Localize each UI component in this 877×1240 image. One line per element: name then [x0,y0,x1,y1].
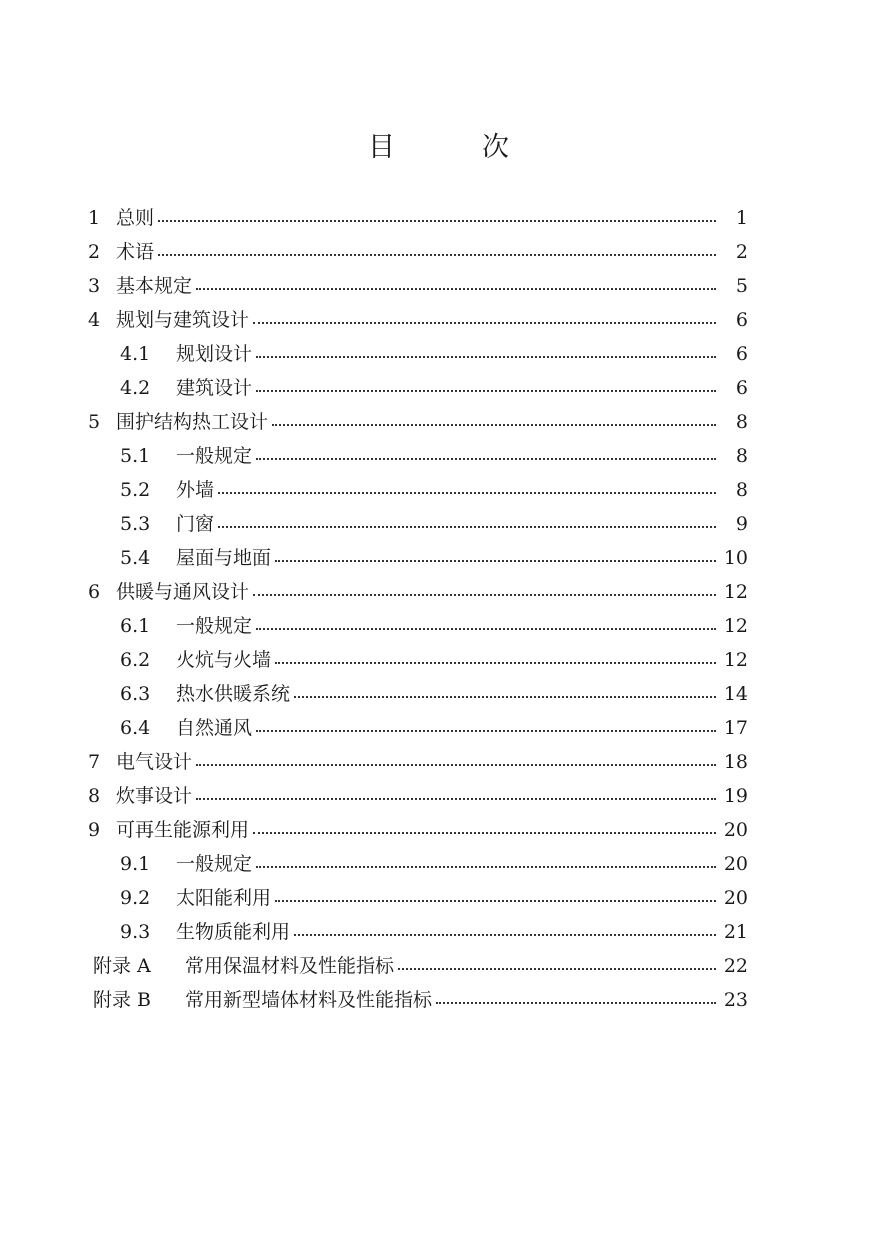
toc-leader-dots [275,881,716,915]
toc-entry-page: 20 [723,819,748,841]
toc-entry-label: 生物质能利用 [176,921,291,943]
toc-leader-dots [218,473,716,507]
toc-entry-label: 总则 [116,207,155,229]
toc-entry-page: 12 [723,581,748,603]
toc-entry-number: 5 [88,411,101,433]
toc-entry-page: 8 [735,445,748,467]
toc-entry-label: 一般规定 [176,445,253,467]
toc-entry[interactable] [0,405,877,439]
toc-entry[interactable] [0,609,877,643]
toc-entry[interactable] [0,235,877,269]
toc-entry-label: 供暖与通风设计 [116,581,250,603]
toc-entry-label: 建筑设计 [176,377,253,399]
toc-entry-label: 屋面与地面 [176,547,272,569]
toc-entry[interactable] [0,813,877,847]
toc-entry-number: 6.2 [120,649,151,671]
toc-entry[interactable] [0,677,877,711]
toc-entry[interactable] [0,779,877,813]
toc-entry-label: 一般规定 [176,615,253,637]
toc-leader-dots [256,609,716,643]
toc-entry-page: 9 [735,513,748,535]
toc-entry-number: 8 [88,785,101,807]
toc-leader-dots [196,779,716,813]
toc-entry-number: 4.2 [120,377,151,399]
toc-leader-dots [158,235,716,269]
toc-entry-label: 太阳能利用 [176,887,272,909]
toc-entry-number: 9.1 [120,853,151,875]
toc-entry-label: 热水供暖系统 [176,683,291,705]
toc-entry-label: 门窗 [176,513,215,535]
toc-leader-dots [398,949,716,983]
toc-entry-number: 5.4 [120,547,151,569]
toc-entry[interactable] [0,337,877,371]
toc-entry-number: 1 [88,207,101,229]
toc-entry-page: 12 [723,649,748,671]
toc-leader-dots [275,643,716,677]
toc-entry-page: 18 [723,751,748,773]
toc-entry[interactable] [0,201,877,235]
toc-leader-dots [256,371,716,405]
toc-entry-number: 6.1 [120,615,151,637]
toc-entry-number: 6 [88,581,101,603]
toc-entry-number: 9.2 [120,887,151,909]
toc-entry-page: 2 [735,241,748,263]
toc-entry-label: 炊事设计 [116,785,193,807]
toc-entry-number: 9 [88,819,101,841]
toc-entry-page: 6 [735,309,748,331]
toc-entry-number: 4 [88,309,101,331]
table-of-contents [0,201,877,1017]
toc-entry-page: 8 [735,411,748,433]
toc-entry[interactable] [0,949,877,983]
toc-entry-number: 3 [88,275,101,297]
toc-entry-number: 5.3 [120,513,151,535]
toc-entry-label: 常用保温材料及性能指标 [185,955,395,977]
toc-entry-label: 外墙 [176,479,215,501]
toc-entry-page: 21 [723,921,748,943]
toc-entry-page: 14 [723,683,748,705]
toc-entry-page: 6 [735,377,748,399]
toc-entry[interactable] [0,745,877,779]
toc-entry-number: 2 [88,241,101,263]
toc-entry[interactable] [0,473,877,507]
toc-entry-page: 17 [723,717,748,739]
toc-entry-page: 22 [723,955,748,977]
toc-entry[interactable] [0,507,877,541]
toc-entry-page: 20 [723,887,748,909]
toc-leader-dots [275,541,716,575]
toc-entry[interactable] [0,847,877,881]
toc-entry[interactable] [0,711,877,745]
toc-entry-page: 20 [723,853,748,875]
toc-leader-dots [436,983,716,1017]
toc-leader-dots [218,507,716,541]
toc-entry-label: 自然通风 [176,717,253,739]
toc-entry-label: 基本规定 [116,275,193,297]
toc-entry-label: 规划与建筑设计 [116,309,250,331]
toc-entry-page: 10 [723,547,748,569]
toc-leader-dots [253,575,716,609]
toc-leader-dots [256,337,716,371]
toc-entry-label: 术语 [116,241,155,263]
toc-entry[interactable] [0,371,877,405]
toc-entry[interactable] [0,439,877,473]
toc-entry-number: 9.3 [120,921,151,943]
toc-entry-number: 附录 B [93,989,152,1011]
toc-entry[interactable] [0,881,877,915]
toc-entry[interactable] [0,303,877,337]
toc-entry-label: 火炕与火墙 [176,649,272,671]
toc-entry-page: 19 [723,785,748,807]
toc-entry-page: 6 [735,343,748,365]
toc-leader-dots [256,439,716,473]
toc-leader-dots [253,303,716,337]
toc-entry-number: 附录 A [93,955,151,977]
toc-entry-number: 6.3 [120,683,151,705]
toc-entry[interactable] [0,983,877,1017]
toc-leader-dots [196,745,716,779]
toc-entry[interactable] [0,643,877,677]
toc-entry-label: 常用新型墙体材料及性能指标 [185,989,433,1011]
toc-leader-dots [272,405,716,439]
toc-leader-dots [158,201,716,235]
toc-entry-page: 8 [735,479,748,501]
toc-entry[interactable] [0,575,877,609]
toc-leader-dots [294,915,716,949]
toc-leader-dots [294,677,716,711]
toc-entry-page: 5 [735,275,748,297]
toc-entry[interactable] [0,915,877,949]
toc-entry-number: 5.2 [120,479,151,501]
toc-entry-number: 5.1 [120,445,151,467]
toc-entry-label: 规划设计 [176,343,253,365]
toc-entry-page: 1 [735,207,748,229]
toc-entry[interactable] [0,541,877,575]
toc-leader-dots [196,269,716,303]
toc-entry[interactable] [0,269,877,303]
toc-entry-number: 7 [88,751,101,773]
toc-entry-number: 6.4 [120,717,151,739]
toc-entry-page: 23 [723,989,748,1011]
page-title: 目 次 [368,132,539,163]
toc-entry-label: 围护结构热工设计 [116,411,269,433]
toc-leader-dots [256,847,716,881]
toc-entry-label: 可再生能源利用 [116,819,250,841]
toc-entry-page: 12 [723,615,748,637]
toc-entry-label: 电气设计 [116,751,193,773]
toc-entry-number: 4.1 [120,343,151,365]
toc-entry-label: 一般规定 [176,853,253,875]
toc-leader-dots [253,813,716,847]
toc-leader-dots [256,711,716,745]
